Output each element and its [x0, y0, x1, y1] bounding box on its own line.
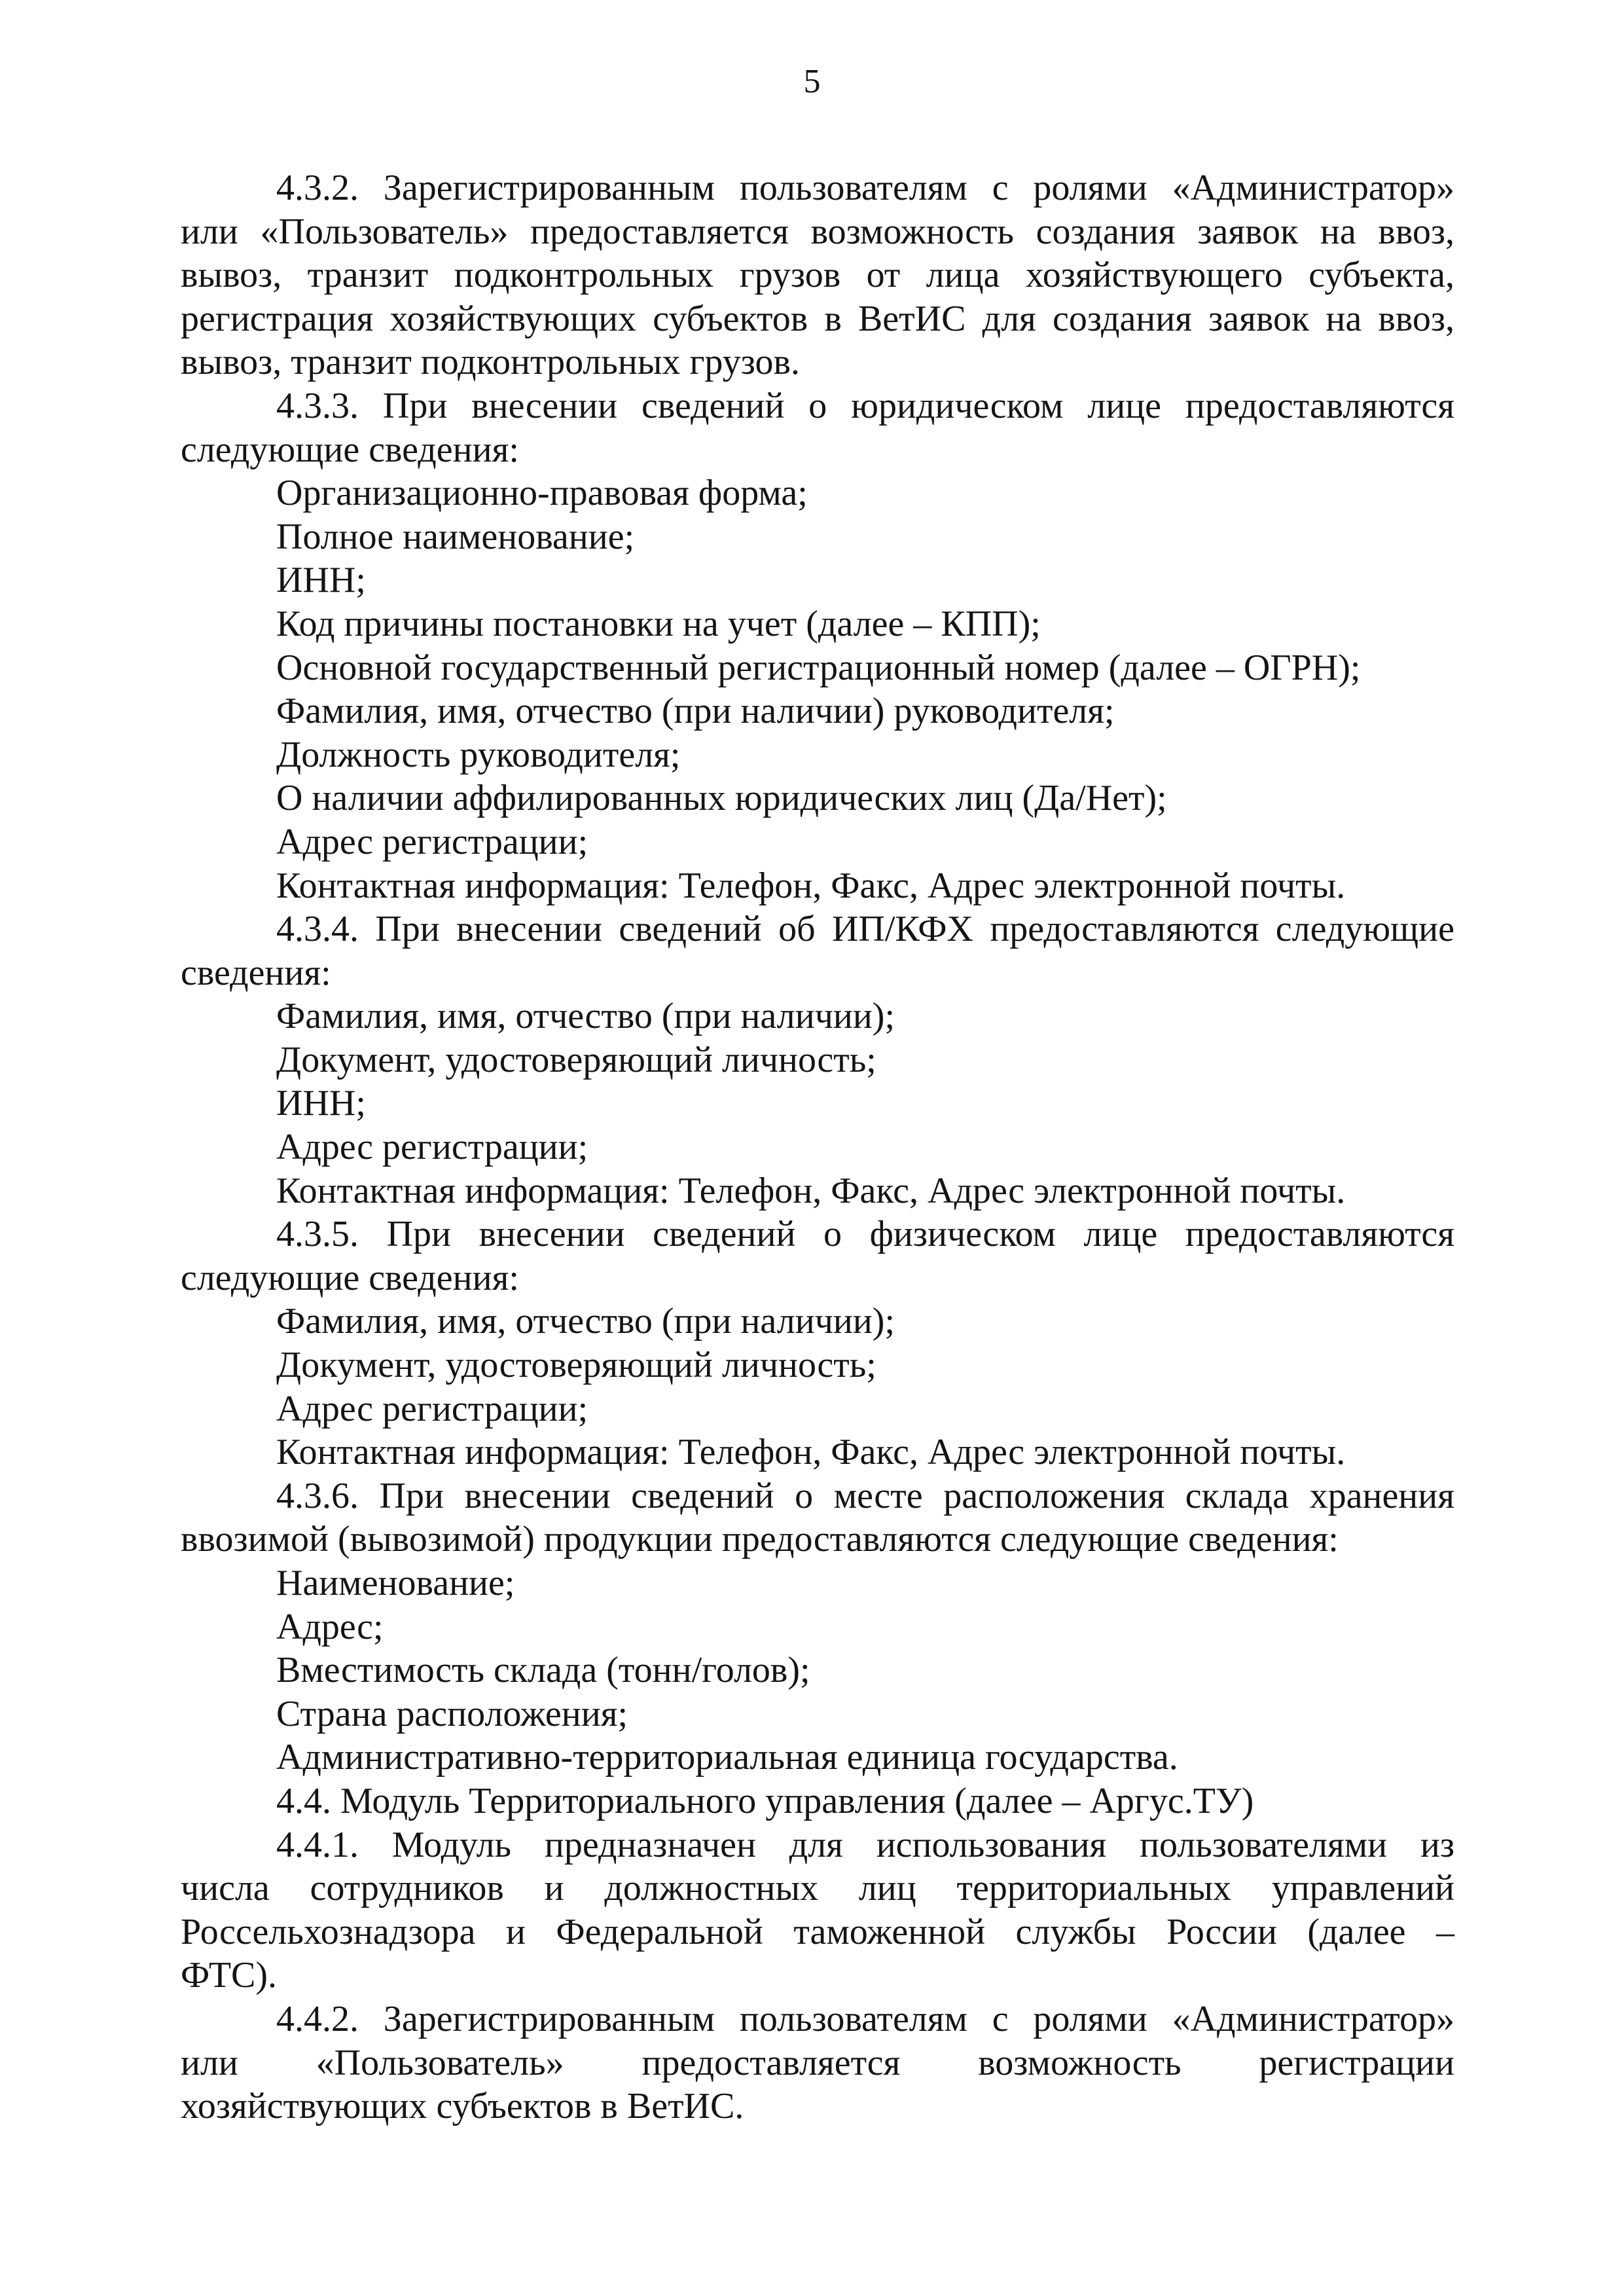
list-item: Фамилия, имя, отчество (при наличии) руководителя; — [276, 691, 1115, 732]
list-item: Документ, удостоверяющий личность; — [276, 1039, 876, 1080]
list-item: Адрес регистрации; — [276, 1388, 588, 1429]
paragraph-line: ввозимой (вывозимой) продукции предоставляются следующие сведения: — [181, 1519, 1339, 1560]
list-item: Полное наименование; — [276, 516, 635, 557]
list-item: Документ, удостоверяющий личность; — [276, 1345, 876, 1386]
list-item: Адрес; — [276, 1606, 384, 1647]
list-item: Административно-территориальная единица государства. — [276, 1737, 1178, 1778]
list-4-3-3 — [181, 471, 1454, 907]
paragraph-line: 4.3.3. При внесении сведений о юридическом лице предоставляются — [276, 385, 1454, 426]
list-4-3-5 — [181, 1300, 1454, 1474]
paragraph-line: хозяйствующих субъектов в ВетИС. — [181, 2086, 744, 2127]
list-item: Фамилия, имя, отчество (при наличии); — [276, 996, 895, 1037]
list-item: Страна расположения; — [276, 1693, 628, 1734]
paragraph-4-3-4 — [181, 907, 1454, 994]
paragraph-line: 4.4.1. Модуль предназначен для использования пользователями из — [276, 1824, 1454, 1865]
paragraph-line: следующие сведения: — [181, 429, 519, 470]
list-item: ИНН; — [276, 1083, 366, 1124]
section-heading-4-4: 4.4. Модуль Территориального управления (далее – Аргус.ТУ) — [276, 1780, 1254, 1821]
list-item: Должность руководителя; — [276, 734, 681, 775]
list-4-3-4 — [181, 994, 1454, 1212]
paragraph-line: регистрация хозяйствующих субъектов в ВетИС для создания заявок на ввоз, — [181, 298, 1454, 339]
list-item: О наличии аффилированных юридических лиц (Да/Нет); — [276, 778, 1167, 819]
paragraph-line: Россельхознадзора и Федеральной таможенной службы России (далее – — [181, 1911, 1454, 1952]
paragraph-line: следующие сведения: — [181, 1257, 519, 1298]
paragraph-line: или «Пользователь» предоставляется возможность регистрации — [181, 2042, 1454, 2083]
paragraph-line: вывоз, транзит подконтрольных грузов от лица хозяйствующего субъекта, — [181, 255, 1454, 296]
list-item: Контактная информация: Телефон, Факс, Адрес электронной почты. — [276, 1170, 1346, 1211]
document-body — [181, 166, 1454, 2128]
list-item: Вместимость склада (тонн/голов); — [276, 1650, 810, 1691]
paragraph-line: 4.3.6. При внесении сведений о месте расположения склада хранения — [276, 1475, 1454, 1516]
paragraph-4-4-2 — [181, 1997, 1454, 2128]
paragraph-line: ФТС). — [181, 1955, 278, 1996]
page-number: 5 — [803, 63, 821, 100]
list-item: Организационно-правовая форма; — [276, 473, 808, 514]
list-item: Наименование; — [276, 1563, 515, 1603]
list-item: Код причины постановки на учет (далее – КПП); — [276, 603, 1041, 644]
paragraph-line: 4.3.2. Зарегистрированным пользователям с ролями «Администратор» — [276, 168, 1454, 208]
list-item: Контактная информация: Телефон, Факс, Адрес электронной почты. — [276, 1432, 1346, 1473]
list-item: Фамилия, имя, отчество (при наличии); — [276, 1301, 895, 1342]
list-item: Основной государственный регистрационный номер (далее – ОГРН); — [276, 647, 1361, 688]
paragraph-4-3-6 — [181, 1474, 1454, 1561]
paragraph-line: вывоз, транзит подконтрольных грузов. — [181, 342, 800, 383]
paragraph-line: 4.3.4. При внесении сведений об ИП/КФХ предоставляются следующие — [276, 909, 1454, 950]
paragraph-4-3-2 — [181, 166, 1454, 384]
list-4-3-6 — [181, 1561, 1454, 1779]
paragraph-line: числа сотрудников и должностных лиц территориальных управлений — [181, 1868, 1454, 1909]
paragraph-line: 4.3.5. При внесении сведений о физическом лице предоставляются — [276, 1214, 1454, 1255]
paragraph-4-3-5 — [181, 1212, 1454, 1300]
list-item: Адрес регистрации; — [276, 1127, 588, 1168]
paragraph-line: или «Пользователь» предоставляется возможность создания заявок на ввоз, — [181, 211, 1454, 252]
list-item: ИНН; — [276, 560, 366, 601]
paragraph-4-3-3 — [181, 384, 1454, 471]
list-item: Адрес регистрации; — [276, 821, 588, 862]
list-item: Контактная информация: Телефон, Факс, Адрес электронной почты. — [276, 865, 1346, 906]
paragraph-4-4-1 — [181, 1823, 1454, 1997]
paragraph-line: 4.4.2. Зарегистрированным пользователям с ролями «Администратор» — [276, 1998, 1454, 2039]
paragraph-line: сведения: — [181, 952, 331, 993]
